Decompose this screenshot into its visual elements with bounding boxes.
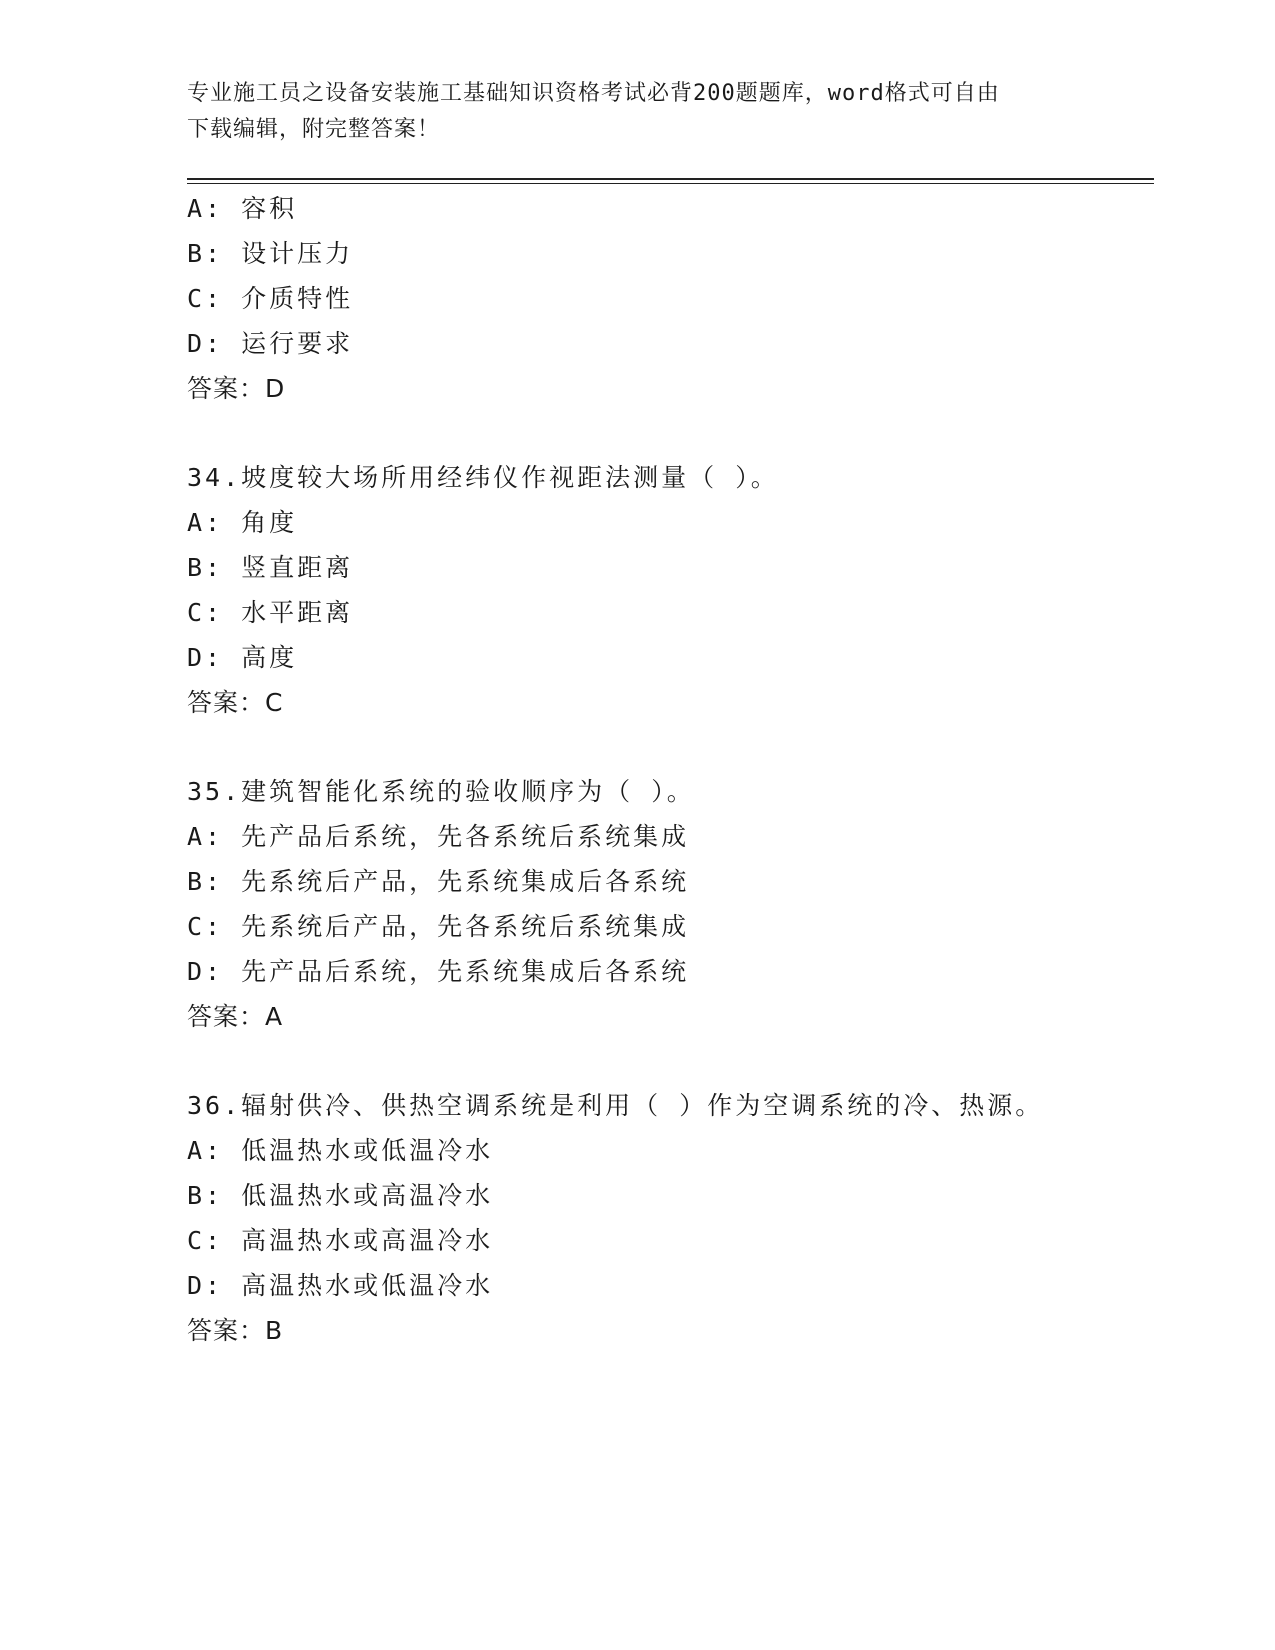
q34-option-b: B: 竖直距离 xyxy=(187,553,354,582)
q35-option-a: A: 先产品后系统，先各系统后系统集成 xyxy=(187,822,690,851)
q33-answer: 答案：D xyxy=(187,374,286,403)
q35-question: 35.建筑智能化系统的验收顺序为（ ）。 xyxy=(187,777,695,806)
q36-option-d: D: 高温热水或低温冷水 xyxy=(187,1271,494,1300)
q33-option-b: B: 设计压力 xyxy=(187,239,354,268)
q35-option-d: D: 先产品后系统，先系统集成后各系统 xyxy=(187,957,690,986)
q36-answer: 答案：B xyxy=(187,1316,284,1345)
header-line-2: 下载编辑，附完整答案！ xyxy=(187,117,441,142)
q35-option-b: B: 先系统后产品，先系统集成后各系统 xyxy=(187,867,690,896)
q34-option-c: C: 水平距离 xyxy=(187,598,354,627)
q36-question: 36.辐射供冷、供热空调系统是利用（ ）作为空调系统的冷、热源。 xyxy=(187,1091,1044,1120)
q34-question: 34.坡度较大场所用经纬仪作视距法测量（ ）。 xyxy=(187,463,779,492)
q33-option-c: C: 介质特性 xyxy=(187,284,354,313)
header-divider-thin xyxy=(187,183,1154,184)
q33-option-d: D: 运行要求 xyxy=(187,329,354,358)
q36-option-a: A: 低温热水或低温冷水 xyxy=(187,1136,494,1165)
q34-answer: 答案：C xyxy=(187,688,284,717)
document-header xyxy=(187,76,1087,148)
q34-option-a: A: 角度 xyxy=(187,508,298,537)
header-divider-thick xyxy=(187,178,1154,180)
q36-option-c: C: 高温热水或高温冷水 xyxy=(187,1226,494,1255)
q33-option-a: A: 容积 xyxy=(187,194,298,223)
q36-option-b: B: 低温热水或高温冷水 xyxy=(187,1181,494,1210)
q35-option-c: C: 先系统后产品，先各系统后系统集成 xyxy=(187,912,690,941)
header-line-1: 专业施工员之设备安装施工基础知识资格考试必背200题题库，word格式可自由 xyxy=(187,81,1000,106)
q35-answer: 答案：A xyxy=(187,1002,284,1031)
q34-option-d: D: 高度 xyxy=(187,643,298,672)
